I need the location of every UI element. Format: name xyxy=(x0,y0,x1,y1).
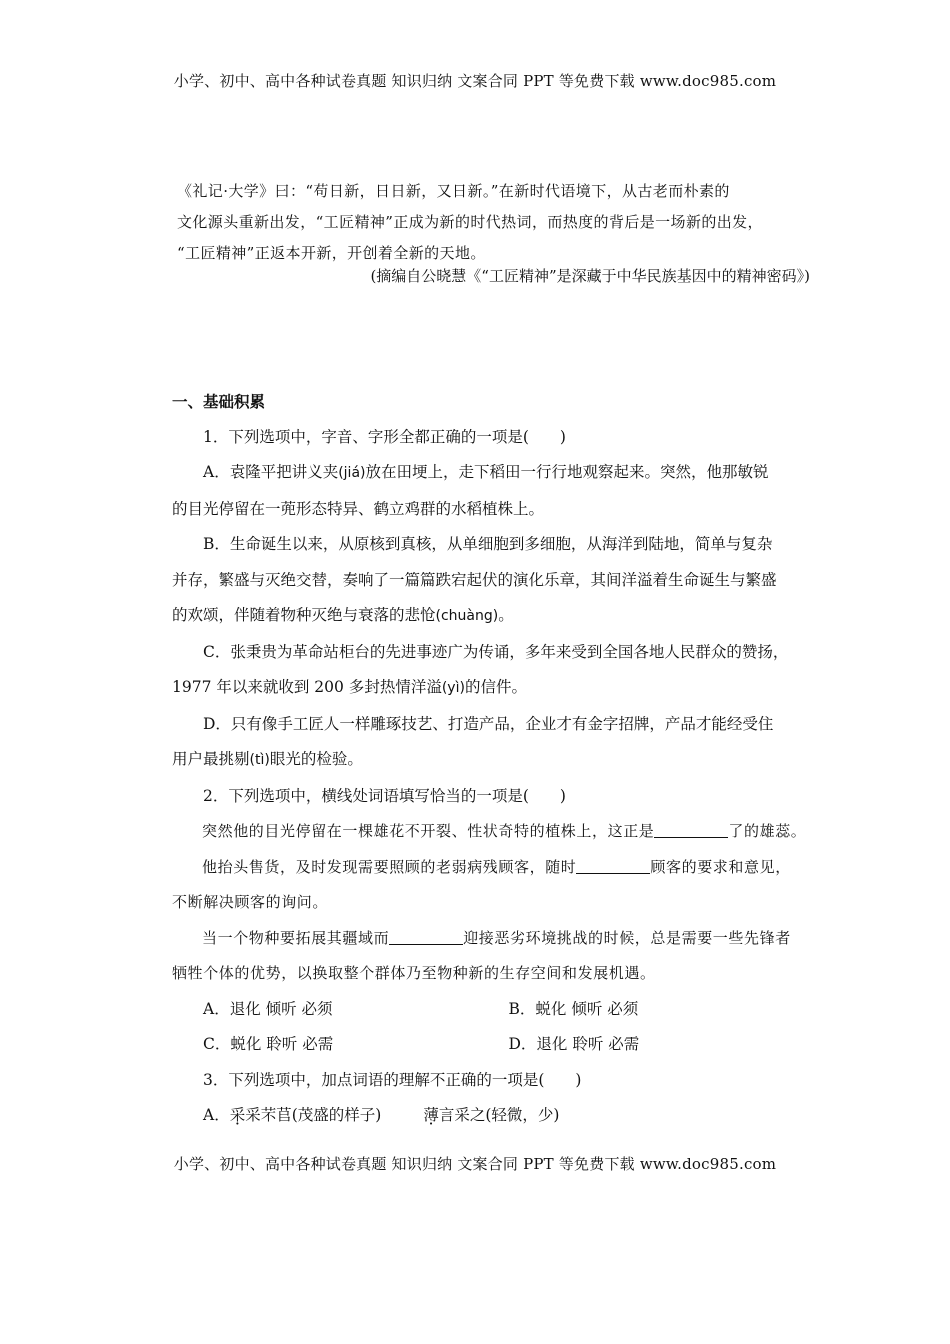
q2-sentence-2-cont: 不断解决顾客的询问。 xyxy=(172,893,329,911)
q2-sentence-1: 突然他的目光停留在一棵雄花不开裂、性状奇特的植株上，这正是 了的雄蕊。 xyxy=(202,822,807,840)
blank-3 xyxy=(389,929,463,945)
intro-line-2: 文化源头重新出发，“工匠精神”正成为新的时代热词，而热度的背后是一场新的出发， xyxy=(177,213,763,231)
blank-2 xyxy=(576,858,650,874)
q2-option-b: B．蜕化 倾听 必须 xyxy=(508,999,639,1018)
page-header: 小学、初中、高中各种试卷真题 知识归纳 文案合同 PPT 等免费下载 www.doc985.com xyxy=(173,72,777,90)
q1-option-d: D．只有像手工匠人一样雕琢技艺、打造产品，企业才有金字招牌，产品才能经受住 xyxy=(203,714,774,733)
q1-option-c: C．张秉贵为革命站柜台的先进事迹广为传诵，多年来受到全国各地人民群众的赞扬， xyxy=(203,642,789,661)
exercise-content xyxy=(172,384,814,1134)
q2-option-c: C．蜕化 聆听 必需 xyxy=(203,1035,334,1053)
q2-stem: 2．下列选项中，横线处词语填写恰当的一项是( ) xyxy=(203,786,566,805)
page-footer: 小学、初中、高中各种试卷真题 知识归纳 文案合同 PPT 等免费下载 www.doc985.com xyxy=(173,1155,777,1173)
q1-stem: 1．下列选项中，字音、字形全都正确的一项是( ) xyxy=(203,427,566,446)
q1-option-a-cont: 的目光停留在一蔸形态特异、鹤立鸡群的水稻植株上。 xyxy=(172,499,545,518)
blank-1 xyxy=(654,822,728,838)
intro-line-1: 《礼记·大学》曰：“苟日新，日日新，又日新。”在新时代语境下，从古老而朴素的 xyxy=(177,182,730,200)
intro-paragraph xyxy=(177,176,813,269)
q1-option-d-cont: 用户最挑剔(tì)眼光的检验。 xyxy=(172,750,363,768)
intro-line-3: “工匠精神”正返本开新，开创着全新的天地。 xyxy=(177,244,486,262)
q2-sentence-3-cont: 牺牲个体的优势，以换取整个群体乃至物种新的生存空间和发展机遇。 xyxy=(172,964,656,982)
q2-options-row-1 xyxy=(172,992,814,1028)
q2-options-row-2 xyxy=(172,1027,814,1063)
q2-sentence-2: 他抬头售货，及时发现需要照顾的老弱病残顾客，随时 顾客的要求和意见， xyxy=(202,857,791,876)
q2-option-a: A．退化 倾听 必须 xyxy=(203,999,333,1018)
intro-source: (摘编自公晓慧《“工匠精神”是深藏于中华民族基因中的精神密码》) xyxy=(370,267,810,285)
q2-sentence-3: 当一个物种要拓展其疆域而 迎接恶劣环境挑战的时候，总是需要一些先锋者 xyxy=(202,928,791,947)
q3-stem: 3．下列选项中，加点词语的理解不正确的一项是( ) xyxy=(203,1070,582,1089)
q1-option-b-cont1: 并存，繁盛与灭绝交替，奏响了一篇篇跌宕起伏的演化乐章，其间洋溢着生命诞生与繁盛 xyxy=(172,570,777,589)
q2-option-d: D．退化 聆听 必需 xyxy=(508,1035,640,1053)
q1-option-b: B．生命诞生以来，从原核到真核，从单细胞到多细胞，从海洋到陆地，简单与复杂 xyxy=(203,535,773,553)
q3-option-a: A．采采芣苢(茂盛的样子) 薄言采之(轻微，少) xyxy=(203,1106,560,1124)
q1-option-a: A．袁隆平把讲义夹(jiá)放在田埂上，走下稻田一行行地观察起来。突然，他那敏锐 xyxy=(203,463,769,481)
section-title: 一、基础积累 xyxy=(172,392,266,411)
q1-option-b-cont2: 的欢颂，伴随着物种灭绝与衰落的悲怆(chuàng)。 xyxy=(172,606,514,624)
q1-option-c-cont: 1977 年以来就收到 200 多封热情洋溢(yì)的信件。 xyxy=(172,678,527,696)
